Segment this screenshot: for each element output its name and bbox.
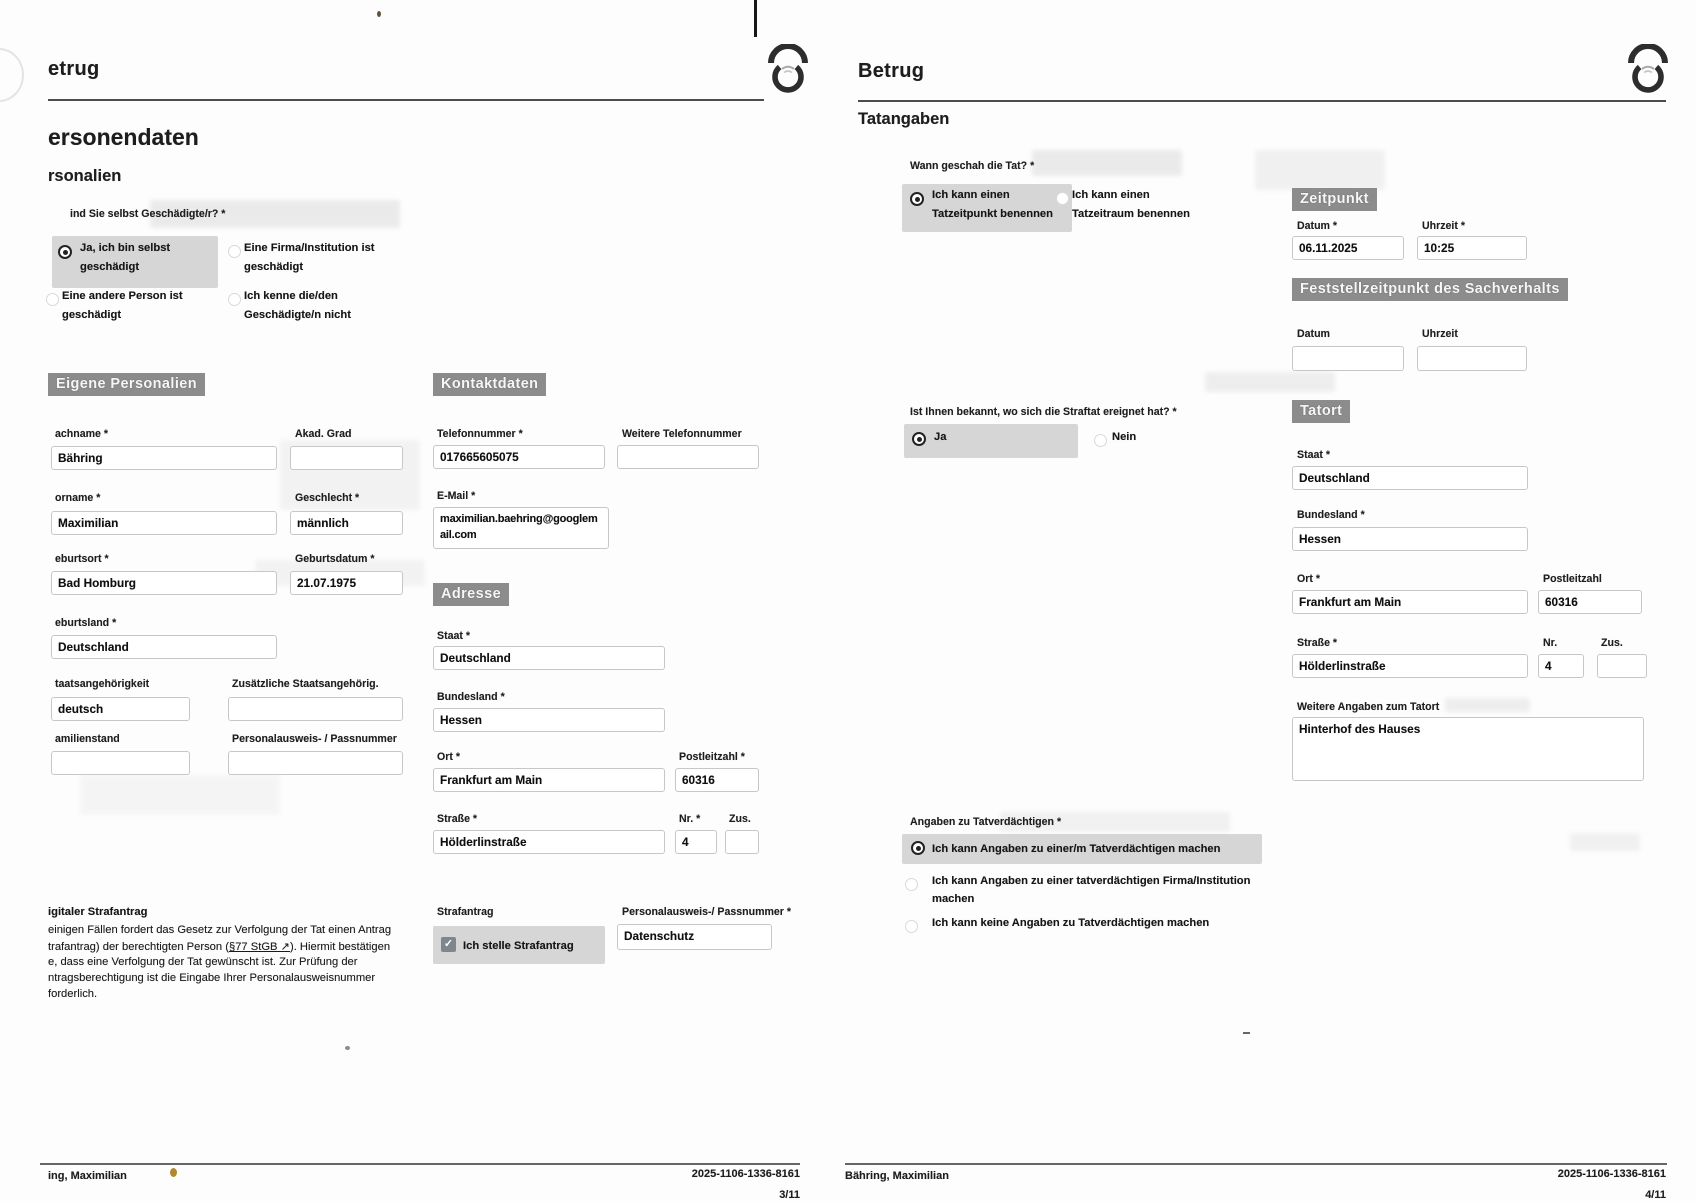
ort-input[interactable] xyxy=(433,768,665,792)
scan-artifact xyxy=(80,775,280,815)
geburtsdatum-label: Geburtsdatum * xyxy=(295,553,375,565)
tatort-postleitzahl-label: Postleitzahl xyxy=(1543,573,1602,585)
radio-selected-icon[interactable] xyxy=(58,245,72,259)
feststell-uhrzeit-value xyxy=(1418,347,1526,351)
when-question-label: Wann geschah die Tat? * xyxy=(910,160,1035,172)
section-header-feststellzeitpunkt: Feststellzeitpunkt des Sachverhalts xyxy=(1292,278,1568,301)
geburtsdatum-value: 21.07.1975 xyxy=(297,576,357,590)
section-header-zeitpunkt: Zeitpunkt xyxy=(1292,188,1377,211)
passnummer-label: Personalausweis- / Passnummer xyxy=(232,733,397,745)
radio-unselected-icon[interactable] xyxy=(905,920,918,933)
radio-option-suspect-company[interactable]: Ich kann Angaben zu einer tatverdächtigen Firma/Institution xyxy=(932,875,1251,887)
staatsangehoerigkeit-input[interactable] xyxy=(51,697,190,721)
strasse-input[interactable] xyxy=(433,830,665,854)
radio-option-suspect-company-line2[interactable]: machen xyxy=(932,893,975,905)
tatort-staat-input[interactable] xyxy=(1292,466,1528,490)
strafantrag-checkbox-label[interactable]: Ich stelle Strafantrag xyxy=(463,940,574,952)
scan-artifact xyxy=(1205,372,1335,392)
geburtsort-input[interactable] xyxy=(51,571,277,595)
scan-artifact xyxy=(1255,150,1385,190)
hinweis-line: einigen Fällen fordert das Gesetz zur Verfolgung der Tat einen Antrag xyxy=(48,924,392,936)
tat-uhrzeit-value: 10:25 xyxy=(1424,241,1455,255)
radio-unselected-icon[interactable] xyxy=(228,293,241,306)
weitere-angaben-label: Weitere Angaben zum Tatort xyxy=(1297,701,1440,713)
ort-value: Frankfurt am Main xyxy=(440,773,543,787)
victim-question-label: ind Sie selbst Geschädigte/r? * xyxy=(70,208,226,220)
feststell-uhrzeit-input[interactable] xyxy=(1417,346,1527,371)
radio-option-tatzeitpunkt[interactable]: Ich kann einen xyxy=(932,189,1010,201)
header-rule xyxy=(858,100,1666,102)
postleitzahl-input[interactable] xyxy=(675,768,759,792)
tatort-staat-label: Staat * xyxy=(1297,449,1330,461)
postleitzahl-value: 60316 xyxy=(682,773,715,787)
geschlecht-label: Geschlecht * xyxy=(295,492,360,504)
geschlecht-value: männlich xyxy=(297,516,349,530)
staat-value: Deutschland xyxy=(440,651,511,665)
tatort-zus-label: Zus. xyxy=(1601,637,1623,649)
radio-selected-icon[interactable] xyxy=(910,192,924,206)
footer-page-number: 4/11 xyxy=(1645,1189,1666,1201)
akad-grad-input[interactable] xyxy=(290,446,403,470)
familienstand-value xyxy=(52,752,189,756)
tatort-ort-label: Ort * xyxy=(1297,573,1320,585)
zusatz-staatsangehoerigkeit-label: Zusätzliche Staatsangehörig. xyxy=(232,678,379,690)
footer-rule xyxy=(845,1163,1667,1165)
scan-artifact xyxy=(1445,698,1530,712)
tatort-ort-value: Frankfurt am Main xyxy=(1299,595,1402,609)
hinweis-line xyxy=(48,940,390,953)
suspect-question-label: Angaben zu Tatverdächtigen * xyxy=(910,816,1062,828)
telefonnummer-input[interactable] xyxy=(433,445,605,469)
radio-option-self-victim[interactable]: Ja, ich bin selbst xyxy=(80,242,171,254)
vorname-input[interactable] xyxy=(51,511,277,535)
ort-label: Ort * xyxy=(437,751,460,763)
akad-grad-value xyxy=(291,447,402,451)
feststell-uhrzeit-label: Uhrzeit xyxy=(1422,328,1458,340)
weitere-angaben-textarea[interactable] xyxy=(1292,717,1644,781)
strafantrag-passnummer-label: Personalausweis-/ Passnummer * xyxy=(622,906,791,918)
geschlecht-input[interactable] xyxy=(290,511,403,535)
passnummer-input[interactable] xyxy=(228,751,403,775)
strasse-label: Straße * xyxy=(437,813,478,825)
zus-input[interactable] xyxy=(725,830,759,854)
tatort-nr-value: 4 xyxy=(1545,659,1552,673)
radio-option-nein[interactable]: Nein xyxy=(1112,431,1137,443)
footer-name: Bähring, Maximilian xyxy=(845,1170,949,1182)
tatort-zus-value xyxy=(1598,655,1646,659)
scan-artifact xyxy=(0,48,24,102)
tatort-zus-input[interactable] xyxy=(1597,654,1647,678)
section-header-eigene-personalien: Eigene Personalien xyxy=(48,373,205,396)
staat-label: Staat * xyxy=(437,630,470,642)
nachname-label: achname * xyxy=(55,428,108,440)
header-rule xyxy=(48,99,764,101)
radio-option-self-victim-line2[interactable]: geschädigt xyxy=(80,261,140,273)
geburtsland-label: eburtsland * xyxy=(55,617,117,629)
radio-option-company-victim[interactable]: Eine Firma/Institution ist xyxy=(244,242,375,254)
tat-datum-label: Datum * xyxy=(1297,220,1338,232)
tat-uhrzeit-input[interactable] xyxy=(1417,236,1527,260)
zusatz-staatsangehoerigkeit-value xyxy=(229,698,402,702)
feststell-datum-label: Datum xyxy=(1297,328,1330,340)
radio-option-unknown-victim[interactable]: Ich kenne die/den xyxy=(244,290,338,302)
footer-reference-number: 2025-1106-1336-8161 xyxy=(1557,1168,1666,1180)
strafantrag-passnummer-value: Datenschutz xyxy=(624,929,695,943)
tatort-postleitzahl-input[interactable] xyxy=(1538,590,1642,614)
hinweis-line-post: ). Hiermit bestätigen xyxy=(289,941,391,953)
geburtsort-value: Bad Homburg xyxy=(58,576,136,590)
radio-unselected-icon[interactable] xyxy=(46,293,59,306)
radio-unselected-icon[interactable] xyxy=(1094,434,1107,447)
tatort-bundesland-input[interactable] xyxy=(1292,527,1528,551)
hinweis-line: e, dass eine Verfolgung der Tat gewünscht ist. Zur Prüfung der xyxy=(48,956,358,968)
scan-artifact xyxy=(1032,150,1182,176)
feststell-datum-value xyxy=(1293,347,1403,351)
section-header-adresse: Adresse xyxy=(433,583,509,606)
stgb-link[interactable]: §77 StGB ↗ xyxy=(228,941,290,953)
radio-option-other-person-victim[interactable]: Eine andere Person ist xyxy=(62,290,183,302)
geburtsdatum-input[interactable] xyxy=(290,571,403,595)
tatort-bundesland-value: Hessen xyxy=(1299,532,1341,546)
page-title: Betrug xyxy=(858,60,925,82)
zus-label: Zus. xyxy=(729,813,751,825)
strafantrag-label: Strafantrag xyxy=(437,906,494,918)
weitere-telefonnummer-input[interactable] xyxy=(617,445,759,469)
scan-artifact xyxy=(754,0,757,37)
bundesland-value: Hessen xyxy=(440,713,482,727)
scan-artifact xyxy=(377,11,381,17)
nr-label: Nr. * xyxy=(679,813,701,825)
vorname-label: orname * xyxy=(55,492,101,504)
tatort-strasse-label: Straße * xyxy=(1297,637,1338,649)
radio-option-tatzeitraum-line2[interactable]: Tatzeitraum benennen xyxy=(1072,208,1190,220)
onlinewache-logo-icon xyxy=(766,44,810,96)
radio-option-tatzeitraum[interactable]: Ich kann einen xyxy=(1072,189,1150,201)
telefonnummer-value: 017665605075 xyxy=(440,450,519,464)
zus-value xyxy=(726,831,758,835)
radio-selected-icon[interactable] xyxy=(911,841,925,855)
radio-option-other-person-victim-line2[interactable]: geschädigt xyxy=(62,309,122,321)
geburtsort-label: eburtsort * xyxy=(55,553,109,565)
tatort-staat-value: Deutschland xyxy=(1299,471,1370,485)
section-heading-personendaten: ersonendaten xyxy=(48,124,199,150)
weitere-angaben-value: Hinterhof des Hauses xyxy=(1299,722,1421,736)
akad-grad-label: Akad. Grad xyxy=(295,428,352,440)
familienstand-label: amilienstand xyxy=(55,733,120,745)
hinweis-line-pre: trafantrag) der berechtigten Person ( xyxy=(48,941,229,953)
footer-reference-number: 2025-1106-1336-8161 xyxy=(691,1168,800,1180)
page-title: etrug xyxy=(48,58,100,80)
geburtsland-value: Deutschland xyxy=(58,640,129,654)
footer-page-number: 3/11 xyxy=(779,1189,800,1201)
radio-unselected-icon[interactable] xyxy=(1056,192,1069,205)
nr-input[interactable] xyxy=(675,830,717,854)
scan-artifact xyxy=(1570,833,1640,851)
staatsangehoerigkeit-label: taatsangehörigkeit xyxy=(55,678,150,690)
nachname-input[interactable] xyxy=(51,446,277,470)
tatort-ort-input[interactable] xyxy=(1292,590,1528,614)
tatort-strasse-value: Hölderlinstraße xyxy=(1299,659,1386,673)
hinweis-line: ntragsberechtigung ist die Eingabe Ihrer Personalausweisnummer xyxy=(48,972,376,984)
bundesland-input[interactable] xyxy=(433,708,665,732)
section-header-tatort: Tatort xyxy=(1292,400,1350,423)
staat-input[interactable] xyxy=(433,646,665,670)
passnummer-value xyxy=(229,752,402,756)
weitere-telefonnummer-value xyxy=(618,446,758,450)
section-header-kontaktdaten: Kontaktdaten xyxy=(433,373,546,396)
radio-unselected-icon[interactable] xyxy=(905,878,918,891)
zusatz-staatsangehoerigkeit-input[interactable] xyxy=(228,697,403,721)
feststell-datum-input[interactable] xyxy=(1292,346,1404,371)
scan-artifact xyxy=(1243,1032,1250,1034)
email-input[interactable] xyxy=(433,507,609,549)
vorname-value: Maximilian xyxy=(58,516,119,530)
strasse-value: Hölderlinstraße xyxy=(440,835,527,849)
hinweis-line: forderlich. xyxy=(48,988,98,1000)
radio-unselected-icon[interactable] xyxy=(228,245,241,258)
subsection-heading-personalien: rsonalien xyxy=(48,167,122,185)
tatort-nr-label: Nr. xyxy=(1543,637,1558,649)
strafantrag-passnummer-input[interactable] xyxy=(617,924,772,950)
geburtsland-input[interactable] xyxy=(51,635,277,659)
radio-option-ja[interactable]: Ja xyxy=(934,431,947,443)
tatort-nr-input[interactable] xyxy=(1538,654,1584,678)
email-value: maximilian.baehring@googlemail.com xyxy=(440,513,598,541)
radio-selected-icon[interactable] xyxy=(912,432,926,446)
radio-option-company-victim-line2[interactable]: geschädigt xyxy=(244,261,304,273)
checkbox-checked-icon[interactable] xyxy=(441,937,456,952)
postleitzahl-label: Postleitzahl * xyxy=(679,751,745,763)
tatort-postleitzahl-value: 60316 xyxy=(1545,595,1578,609)
bundesland-label: Bundesland * xyxy=(437,691,505,703)
radio-option-ja-highlight xyxy=(904,424,1078,458)
tatort-bundesland-label: Bundesland * xyxy=(1297,509,1365,521)
radio-option-tatzeitpunkt-line2[interactable]: Tatzeitpunkt benennen xyxy=(932,208,1053,220)
familienstand-input[interactable] xyxy=(51,751,190,775)
tat-uhrzeit-label: Uhrzeit * xyxy=(1422,220,1465,232)
nachname-value: Bähring xyxy=(58,451,103,465)
footer-name: ing, Maximilian xyxy=(48,1170,127,1182)
tat-datum-value: 06.11.2025 xyxy=(1299,241,1358,255)
scan-artifact xyxy=(170,1168,177,1177)
digitaler-strafantrag-title: igitaler Strafantrag xyxy=(48,906,148,918)
nr-value: 4 xyxy=(682,835,689,849)
staatsangehoerigkeit-value: deutsch xyxy=(58,702,104,716)
radio-option-unknown-victim-line2[interactable]: Geschädigte/n nicht xyxy=(244,309,351,321)
tat-datum-input[interactable] xyxy=(1292,236,1404,260)
telefonnummer-label: Telefonnummer * xyxy=(437,428,523,440)
radio-option-no-suspect-info[interactable]: Ich kann keine Angaben zu Tatverdächtigen machen xyxy=(932,917,1210,929)
section-heading-tatangaben: Tatangaben xyxy=(858,110,950,128)
tatort-strasse-input[interactable] xyxy=(1292,654,1528,678)
radio-option-suspect-person[interactable]: Ich kann Angaben zu einer/m Tatverdächtigen machen xyxy=(932,843,1221,855)
where-question-label: Ist Ihnen bekannt, wo sich die Straftat ereignet hat? * xyxy=(910,406,1177,418)
email-label: E-Mail * xyxy=(437,490,476,502)
onlinewache-logo-icon xyxy=(1626,44,1670,96)
weitere-telefonnummer-label: Weitere Telefonnummer xyxy=(622,428,742,440)
footer-rule xyxy=(40,1163,800,1165)
scan-artifact xyxy=(345,1046,350,1050)
